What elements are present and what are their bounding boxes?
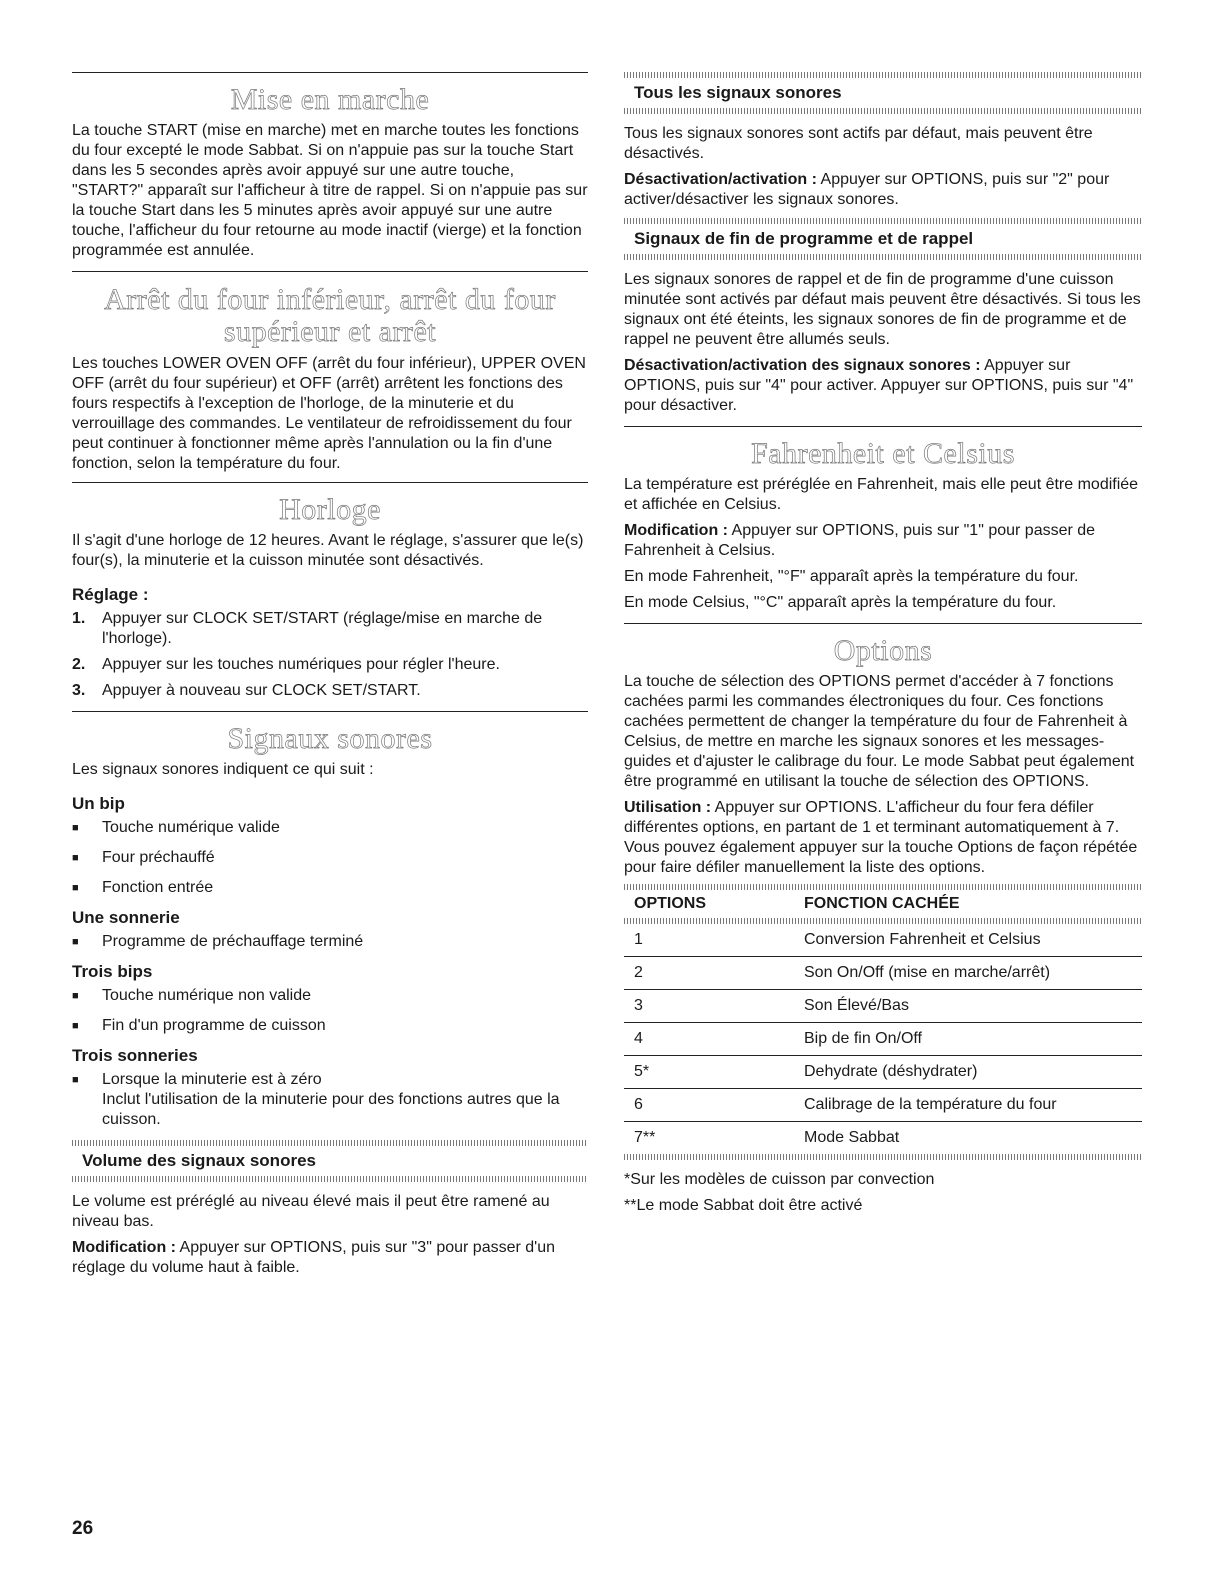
list-item: ■ Touche numérique valide bbox=[72, 819, 280, 836]
reglage-label: Réglage : bbox=[72, 585, 149, 604]
volume-subheading-bar bbox=[72, 1140, 588, 1182]
heading-mise-en-marche: Mise en marche bbox=[230, 83, 430, 116]
volume-body: Le volume est préréglé au niveau élevé mais il peut être ramené au niveau bas. bbox=[72, 1193, 550, 1230]
fin-activation: Désactivation/activation des signaux sonores : Appuyer sur OPTIONS, puis sur "4" pour activer. Appuyer sur OPTIONS, puis sur "4" pour désactiver. bbox=[624, 357, 1134, 414]
tous-subheading-bar bbox=[624, 72, 1142, 114]
divider bbox=[624, 426, 1142, 427]
fin-title: Signaux de fin de programme et de rappel bbox=[634, 229, 974, 248]
fahrenheit-line1: En mode Fahrenheit, "°F" apparaît après la température du four. bbox=[624, 568, 1079, 585]
tous-activation: Désactivation/activation : Appuyer sur OPTIONS, puis sur "2" pour activer/désactiver les signaux sonores. bbox=[624, 171, 1110, 208]
divider bbox=[72, 72, 588, 73]
arret-body: Les touches LOWER OVEN OFF (arrêt du four inférieur), UPPER OVEN OFF (arrêt du four supérieur) et OFF (arrêt) arrêtent les fonctions des fours respectifs à l'exception de l'horloge, de la minuterie et du verrouillage des commandes. Le ventilateur de refroidissement du four peut continuer à fonctionner même après l'annulation ou la fin d'une fonction, selon la température du four. bbox=[72, 355, 586, 472]
table-row: 5* Dehydrate (déshydrater) bbox=[624, 1056, 1142, 1089]
heading-arret: Arrêt du four inférieur, arrêt du four supérieur et arrêt bbox=[104, 283, 556, 348]
bullet-list bbox=[72, 986, 588, 1036]
table-row: 6 Calibrage de la température du four bbox=[624, 1089, 1142, 1122]
fin-body: Les signaux sonores de rappel et de fin de programme d'une cuisson minutée sont activés par défaut mais peuvent être désactivés. Si tous les signaux ont été éteints, les signaux sonores de fin de programme et de rappel ne peuvent être allumés seuls. bbox=[624, 271, 1141, 348]
options-utilisation: Utilisation : Appuyer sur OPTIONS. L'afficheur du four fera défiler différentes options, en partant de 1 et terminant automatiquement à 7. Vous pouvez également appuyer sur la touche Options de façon répétée pour faire défiler manuellement la liste des options. bbox=[624, 799, 1138, 876]
fahrenheit-body: La température est préréglée en Fahrenheit, mais elle peut être modifiée et affichée en Celsius. bbox=[624, 476, 1139, 513]
divider bbox=[72, 271, 588, 272]
tous-title: Tous les signaux sonores bbox=[634, 83, 842, 102]
divider bbox=[624, 623, 1142, 624]
footnote-1: *Sur les modèles de cuisson par convection bbox=[624, 1171, 935, 1188]
volume-title: Volume des signaux sonores bbox=[82, 1151, 316, 1170]
heading-options: Options bbox=[833, 634, 933, 667]
list-item: 3. Appuyer à nouveau sur CLOCK SET/START. bbox=[72, 682, 421, 699]
bullet-list bbox=[72, 818, 588, 898]
list-item: 1. Appuyer sur CLOCK SET/START (réglage/mise en marche de l'horloge). bbox=[72, 610, 543, 647]
horloge-steps bbox=[72, 609, 588, 701]
page-number: 26 bbox=[72, 1518, 94, 1539]
divider bbox=[72, 482, 588, 483]
fahrenheit-line2: En mode Celsius, "°C" apparaît après la température du four. bbox=[624, 594, 1057, 611]
mise-body: La touche START (mise en marche) met en marche toutes les fonctions du four excepté le mode Sabbat. Si on n'appuie pas sur la touche Start dans les 5 secondes après avoir appuyé sur une autre touche, "START?" apparaît sur l'afficheur à titre de rappel. Si on n'appuie pas sur la touche Start dans les 5 minutes après avoir appuyé sur une autre touche, l'afficheur du four retourne au mode inactif (vierge) et la fonction programmée est annulée. bbox=[72, 122, 588, 259]
heading-signaux-sonores: Signaux sonores bbox=[227, 722, 433, 755]
fahrenheit-modification: Modification : Appuyer sur OPTIONS, puis sur "1" pour passer de Fahrenheit à Celsius. bbox=[624, 522, 1096, 559]
heading-fahrenheit: Fahrenheit et Celsius bbox=[751, 437, 1015, 470]
heading-horloge: Horloge bbox=[279, 493, 381, 526]
table-row: 3 Son Élevé/Bas bbox=[624, 990, 1142, 1023]
table-row: 1 Conversion Fahrenheit et Celsius bbox=[624, 924, 1142, 957]
options-body: La touche de sélection des OPTIONS permet d'accéder à 7 fonctions cachées parmi les commandes électroniques du four. Ces fonctions cachées permettent de changer la température du four de Fahrenheit à Celsius, de mettre en marche les signaux sonores et les messages-guides et d'ajuster le calibrage du four. Le mode Sabbat peut également être programmé en utilisant la touche de sélection des OPTIONS. bbox=[624, 673, 1135, 790]
group-label-trois-bips: Trois bips bbox=[72, 962, 153, 981]
bullet-list bbox=[72, 932, 588, 952]
list-item: ■ Lorsque la minuterie est à zéro Inclut l'utilisation de la minuterie pour des fonctions autres que la cuisson. bbox=[72, 1071, 560, 1128]
divider bbox=[72, 711, 588, 712]
right-column bbox=[624, 72, 1142, 1222]
column-header: OPTIONS bbox=[634, 895, 707, 912]
group-label-trois-sonneries: Trois sonneries bbox=[72, 1046, 198, 1065]
list-item: ■ Programme de préchauffage terminé bbox=[72, 933, 364, 950]
table-row: 7** Mode Sabbat bbox=[634, 1129, 900, 1146]
list-item: 2. Appuyer sur les touches numériques pour régler l'heure. bbox=[72, 656, 500, 673]
signaux-intro: Les signaux sonores indiquent ce qui suit : bbox=[72, 761, 374, 778]
horloge-body: Il s'agit d'une horloge de 12 heures. Avant le réglage, s'assurer que le(s) four(s), la minuterie et la cuisson minutée sont désactivés. bbox=[72, 532, 584, 569]
table-row: 4 Bip de fin On/Off bbox=[624, 1023, 1142, 1056]
volume-modification: Modification : Appuyer sur OPTIONS, puis sur "3" pour passer d'un réglage du volume haut à faible. bbox=[72, 1239, 556, 1276]
list-item: ■ Touche numérique non valide bbox=[72, 987, 312, 1004]
bullet-list bbox=[72, 1070, 588, 1130]
group-label-un-bip: Un bip bbox=[72, 794, 125, 813]
list-item: ■ Fin d'un programme de cuisson bbox=[72, 1017, 326, 1034]
tous-body: Tous les signaux sonores sont actifs par défaut, mais peuvent être désactivés. bbox=[624, 125, 1093, 162]
list-item: ■ Four préchauffé bbox=[72, 849, 215, 866]
left-column bbox=[72, 72, 588, 1284]
fin-subheading-bar bbox=[624, 218, 1142, 260]
column-header: FONCTION CACHÉE bbox=[804, 895, 960, 912]
table-row: 2 Son On/Off (mise en marche/arrêt) bbox=[624, 957, 1142, 990]
footnote-2: **Le mode Sabbat doit être activé bbox=[624, 1197, 863, 1214]
group-label-une-sonnerie: Une sonnerie bbox=[72, 908, 180, 927]
options-table bbox=[624, 890, 1142, 1154]
list-item: ■ Fonction entrée bbox=[72, 879, 214, 896]
table-header-row bbox=[624, 890, 1142, 918]
